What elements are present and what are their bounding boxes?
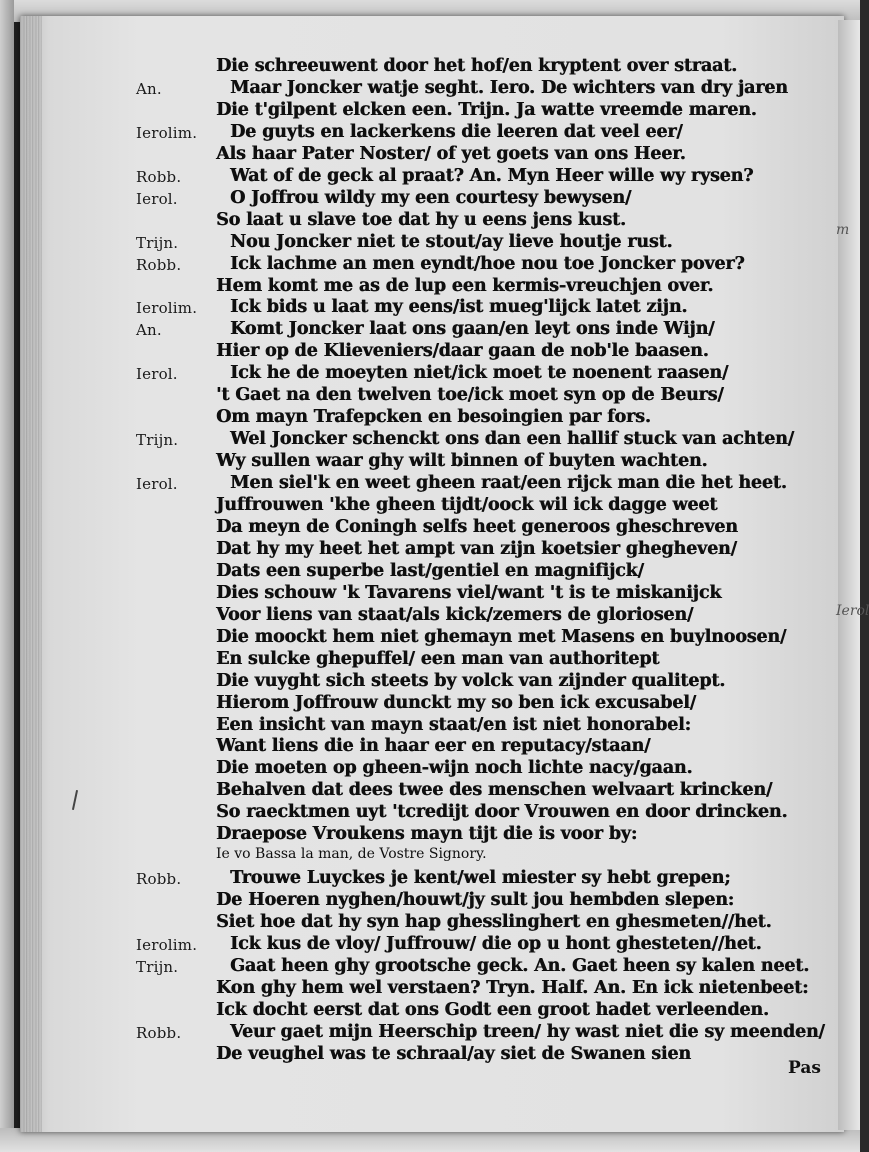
verse-line: Wel Joncker schenckt ons dan een hallif stuck van achten/ xyxy=(230,429,794,449)
verse-line: Dies schouw 'k Tavarens viel/want 't is te miskanijck xyxy=(216,583,722,603)
speaker-label: An. xyxy=(136,321,162,339)
verse-line: Een insicht van mayn staat/en ist niet honorabel: xyxy=(216,715,691,735)
verse-line: Ick lachme an men eyndt/hoe nou toe Joncker pover? xyxy=(230,254,745,274)
verse-line: De Hoeren nyghen/houwt/jy sult jou hembden slepen: xyxy=(216,890,734,910)
speaker-label: Trijn. xyxy=(136,234,179,252)
verse-line: Da meyn de Coningh selfs heet generoos gheschreven xyxy=(216,517,738,537)
verse-line: Behalven dat dees twee des menschen welvaart krincken/ xyxy=(216,780,773,800)
verse-line: O Joffrou wildy my een courtesy bewysen/ xyxy=(230,188,632,208)
catchword: Pas xyxy=(788,1058,821,1078)
verse-line: Want liens die in haar eer en reputacy/staan/ xyxy=(216,736,651,756)
margin-bleed-text: m xyxy=(836,222,850,238)
verse-line: Die moockt hem niet ghemayn met Masens en buylnoosen/ xyxy=(216,627,787,647)
verse-line: De guyts en lackerkens die leeren dat veel eer/ xyxy=(230,122,683,142)
speaker-label: Ierol. xyxy=(136,190,178,208)
verse-line: Siet hoe dat hy syn hap ghesslinghert en ghesmeten//het. xyxy=(216,912,772,932)
verse-line: Nou Joncker niet te stout/ay lieve houtje rust. xyxy=(230,232,673,252)
verse-line: Maar Joncker watje seght. Iero. De wichters van dry jaren xyxy=(230,78,788,98)
verse-line: Dats een superbe last/gentiel en magnifijck/ xyxy=(216,561,644,581)
verse-line: Ick kus de vloy/ Juffrouw/ die op u hont ghesteten//het. xyxy=(230,934,762,954)
speaker-label: Ierolim. xyxy=(136,124,198,142)
speaker-label: Ierol. xyxy=(136,365,178,383)
verse-line: Wy sullen waar ghy wilt binnen of buyten wachten. xyxy=(216,451,708,471)
verse-line: Voor liens van staat/als kick/zemers de gloriosen/ xyxy=(216,605,694,625)
verse-line: Als haar Pater Noster/ of yet goets van ons Heer. xyxy=(216,144,686,164)
verse-line: Die t'gilpent elcken een. Trijn. Ja watte vreemde maren. xyxy=(216,100,757,120)
speaker-label: Robb. xyxy=(136,256,182,274)
verse-line: Juffrouwen 'khe gheen tijdt/oock wil ick dagge weet xyxy=(216,495,718,515)
verse-line: So laat u slave toe dat hy u eens jens kust. xyxy=(216,210,626,230)
verse-line: Gaat heen ghy grootsche geck. An. Gaet heen sy kalen neet. xyxy=(230,956,810,976)
verse-line: Om mayn Trafepcken en besoingien par fors. xyxy=(216,407,651,427)
verse-line: Veur gaet mijn Heerschip treen/ hy wast niet die sy meenden/ xyxy=(230,1022,825,1042)
verse-line: 't Gaet na den twelven toe/ick moet syn op de Beurs/ xyxy=(216,385,724,405)
verse-line: Die schreeuwent door het hof/en kryptent over straat. xyxy=(216,56,737,76)
verse-line: Dat hy my heet het ampt van zijn koetsier ghegheven/ xyxy=(216,539,737,559)
verse-line: Kon ghy hem wel verstaen? Tryn. Half. An. En ick nietenbeet: xyxy=(216,978,809,998)
verse-line: Ick docht eerst dat ons Godt een groot hadet verleenden. xyxy=(216,1000,769,1020)
verse-line: Wat of de geck al praat? An. Myn Heer wille wy rysen? xyxy=(230,166,754,186)
verse-line: Ick bids u laat my eens/ist mueg'lijck latet zijn. xyxy=(230,297,688,317)
verse-line: Trouwe Luyckes je kent/wel miester sy hebt grepen; xyxy=(230,868,731,888)
verse-line: Die moeten op gheen-wijn noch lichte nacy/gaan. xyxy=(216,758,693,778)
verse-line: Ie vo Bassa la man, de Vostre Signory. xyxy=(216,846,487,862)
page-gutter xyxy=(20,16,42,1132)
verse-line: En sulcke ghepuffel/ een man van authoritept xyxy=(216,649,660,669)
margin-bleed-text: Ierol xyxy=(836,603,869,619)
speaker-label: Ierolim. xyxy=(136,936,198,954)
speaker-label: An. xyxy=(136,80,162,98)
verse-line: De veughel was te schraal/ay siet de Swanen sien xyxy=(216,1044,691,1064)
verse-line: Hem komt me as de lup een kermis-vreuchjen over. xyxy=(216,276,714,296)
verse-line: Hier op de Klieveniers/daar gaan de nob'le baasen. xyxy=(216,341,709,361)
speaker-label: Robb. xyxy=(136,870,182,888)
verse-line: Hierom Joffrouw dunckt my so ben ick excusabel/ xyxy=(216,693,696,713)
next-page-edge xyxy=(838,20,860,1130)
speaker-label: Robb. xyxy=(136,168,182,186)
speaker-label: Ierolim. xyxy=(136,299,198,317)
speaker-label: Trijn. xyxy=(136,431,179,449)
verse-line: So raecktmen uyt 'tcredijt door Vrouwen en door drincken. xyxy=(216,802,788,822)
speaker-label: Robb. xyxy=(136,1024,182,1042)
speaker-label: Ierol. xyxy=(136,475,178,493)
cover-edge-left xyxy=(0,0,14,1152)
verse-line: Komt Joncker laat ons gaan/en leyt ons inde Wijn/ xyxy=(230,319,715,339)
verse-line: Men siel'k en weet gheen raat/een rijck man die het heet. xyxy=(230,473,787,493)
speaker-label: Trijn. xyxy=(136,958,179,976)
verse-line: Die vuyght sich steets by volck van zijnder qualitept. xyxy=(216,671,726,691)
verse-line: Draepose Vroukens mayn tijt die is voor by: xyxy=(216,824,638,844)
verse-line: Ick he de moeyten niet/ick moet te noenent raasen/ xyxy=(230,363,729,383)
